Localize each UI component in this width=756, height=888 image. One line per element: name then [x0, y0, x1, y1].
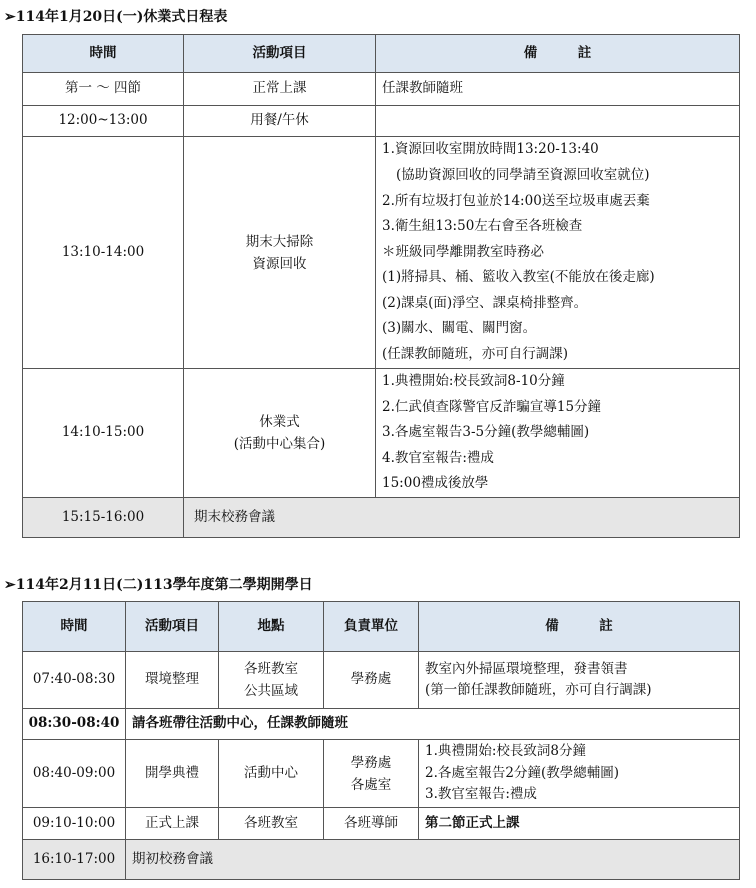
table-row [23, 808, 740, 840]
note-cell [376, 369, 740, 498]
table-row [23, 497, 740, 537]
table-row [23, 740, 740, 808]
unit-cell: 各班導師 [324, 808, 419, 840]
time-cell: 13:10-14:00 [23, 137, 184, 369]
activity-cell: 正常上課 [184, 73, 376, 106]
place-cell [219, 652, 324, 709]
note-cell: 第二節正式上課 [419, 808, 740, 840]
note-cell [419, 652, 740, 709]
note-line: 2.仁武偵查隊警官反詐騙宣導15分鐘 [382, 398, 602, 415]
note-cell: 任課教師隨班 [376, 73, 740, 106]
unit-line: 學務處 [350, 754, 392, 771]
activity-cell [184, 137, 376, 369]
schedule-table-2 [22, 601, 740, 880]
time-cell: 12:00~13:00 [23, 106, 184, 137]
note-line: 教室內外掃區環境整理，發書領書 [425, 660, 628, 677]
time-cell: 07:40-08:30 [23, 652, 126, 709]
activity-cell: 開學典禮 [126, 740, 219, 808]
time-cell: 08:40-09:00 [23, 740, 126, 808]
note-line: (1)將掃具、桶、籃收入教室(不能放在後走廊) [382, 269, 655, 286]
note-line: (2)課桌(面)淨空、課桌椅排整齊。 [382, 294, 588, 311]
note-line: 1.典禮開始:校長致詞8分鐘 [425, 743, 587, 760]
note-line: 3.各處室報告3-5分鐘(教學總輔圖) [382, 424, 590, 441]
time-cell: 09:10-10:00 [23, 808, 126, 840]
header-activity: 活動項目 [126, 602, 219, 652]
section1-heading: ➢114年1月20日(一)休業式日程表 [4, 9, 228, 25]
time-cell: 16:10-17:00 [23, 840, 126, 880]
header-place: 地點 [219, 602, 324, 652]
place-cell: 活動中心 [219, 740, 324, 808]
table-row [23, 709, 740, 740]
note-line: 3.教官室報告:禮成 [425, 786, 537, 803]
place-line: 各班教室 [244, 661, 298, 677]
note-line: 1.典禮開始:校長致詞8-10分鐘 [382, 373, 565, 389]
note-line: 15:00禮成後放學 [382, 475, 489, 492]
note-line: (第一節任課教師隨班，亦可自行調課) [425, 682, 652, 698]
time-cell: 第一 ～ 四節 [23, 73, 184, 106]
activity-line: (活動中心集合) [233, 435, 326, 452]
unit-cell [324, 740, 419, 808]
note-line: 4.教官室報告:禮成 [382, 449, 494, 466]
activity-line: 休業式 [259, 413, 300, 430]
schedule-table-1 [22, 34, 740, 538]
note-line: (3)關水、關電、關門窗。 [382, 320, 537, 337]
activity-cell: 期初校務會議 [126, 840, 740, 880]
activity-cell: 用餐/午休 [184, 106, 376, 137]
activity-line: 期末大掃除 [245, 233, 314, 250]
activity-cell [184, 369, 376, 498]
place-cell: 各班教室 [219, 808, 324, 840]
table-row [23, 106, 740, 137]
table-row [23, 137, 740, 369]
header-time: 時間 [23, 35, 184, 73]
table-row [23, 369, 740, 498]
header-unit: 負責單位 [324, 602, 419, 652]
unit-cell: 學務處 [324, 652, 419, 709]
table-row [23, 73, 740, 106]
note-line: 3.衛生組13:50左右會至各班檢查 [382, 218, 583, 235]
note-line: 2.各處室報告2分鐘(教學總輔圖) [425, 764, 620, 781]
activity-cell: 期末校務會議 [184, 497, 740, 537]
activity-cell: 正式上課 [126, 808, 219, 840]
note-line: 2.所有垃圾打包並於14:00送至垃圾車處丟棄 [382, 192, 650, 209]
table-row [23, 840, 740, 880]
note-cell [419, 740, 740, 808]
activity-line: 資源回收 [252, 255, 307, 272]
unit-line: 各處室 [350, 776, 392, 793]
header-note: 備 註 [376, 35, 740, 73]
activity-cell: 環境整理 [126, 652, 219, 709]
note-line: 1.資源回收室開放時間13:20-13:40 [382, 141, 599, 158]
header-note: 備 註 [419, 602, 740, 652]
note-line: (協助資源回收的同學請至資源回收室就位) [396, 166, 650, 183]
note-cell [376, 137, 740, 369]
note-line: (任課教師隨班，亦可自行調課) [382, 346, 569, 363]
header-activity: 活動項目 [184, 35, 376, 73]
time-cell: 15:15-16:00 [23, 497, 184, 537]
section2-heading: ➢114年2月11日(二)113學年度第二學期開學日 [4, 577, 313, 593]
note-cell [376, 106, 740, 137]
table-row [23, 652, 740, 709]
time-cell: 08:30-08:40 [23, 709, 126, 740]
note-line: ＊班級同學離開教室時務必 [382, 243, 544, 260]
place-line: 公共區域 [244, 683, 298, 699]
time-cell: 14:10-15:00 [23, 369, 184, 498]
activity-cell: 請各班帶往活動中心，任課教師隨班 [126, 709, 740, 740]
header-time: 時間 [23, 602, 126, 652]
